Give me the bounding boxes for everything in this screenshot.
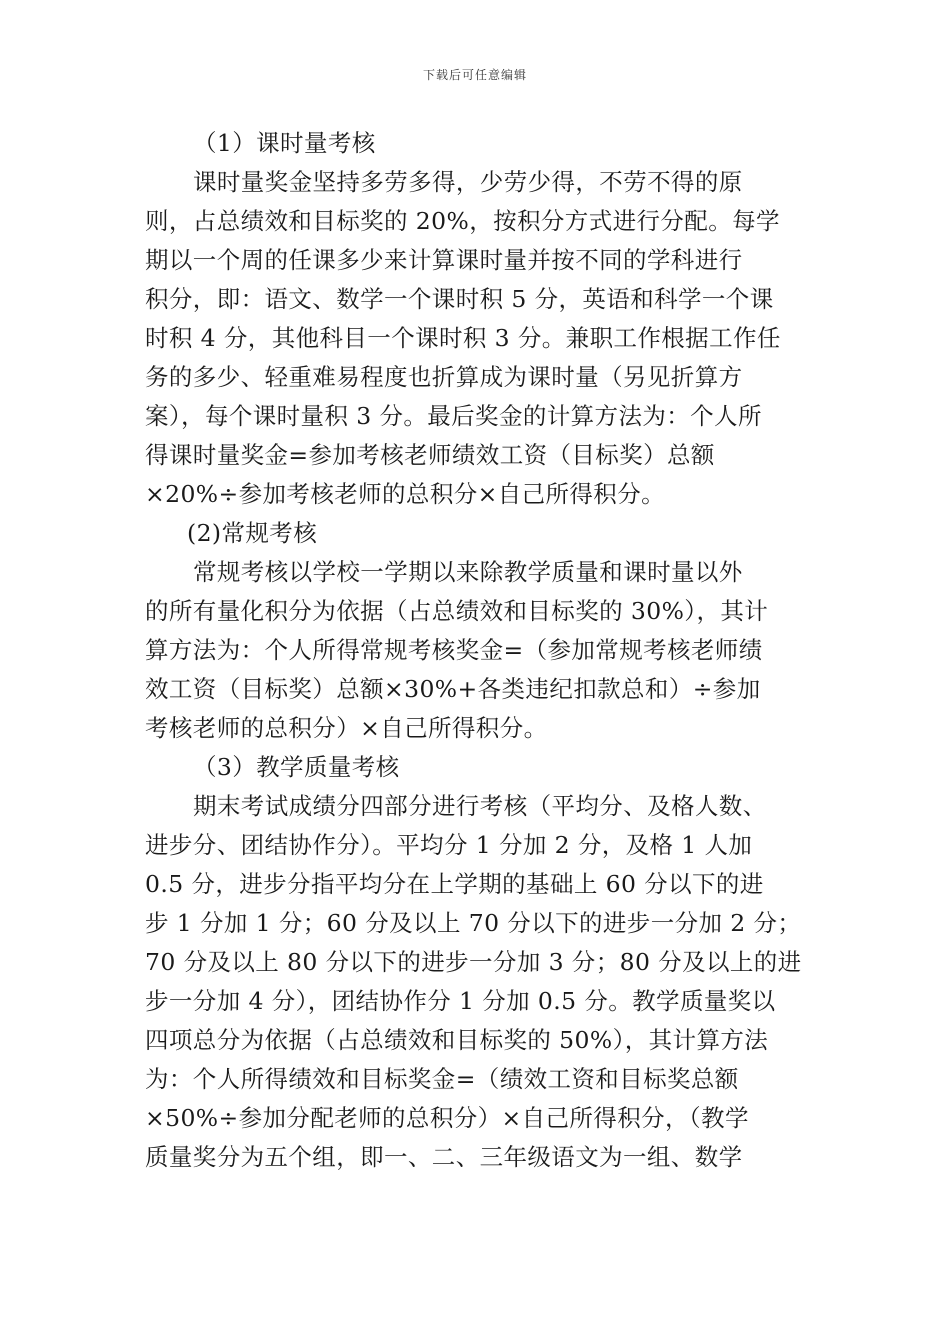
paragraph-line: 0.5 分，进步分指平均分在上学期的基础上 60 分以下的进	[145, 870, 764, 898]
paragraph-line: 期末考试成绩分四部分进行考核（平均分、及格人数、	[193, 792, 767, 820]
document-body	[145, 124, 815, 1177]
paragraph-line: 课时量奖金坚持多劳多得，少劳少得，不劳不得的原	[193, 168, 743, 196]
paragraph-line: 进步分、团结协作分）。平均分 1 分加 2 分，及格 1 人加	[145, 831, 753, 859]
section-heading-class-hours: （1）课时量考核	[193, 129, 376, 157]
paragraph-line: 步一分加 4 分），团结协作分 1 分加 0.5 分。教学质量奖以	[145, 987, 776, 1015]
paragraph-line: 的所有量化积分为依据（占总绩效和目标奖的 30%），其计	[145, 597, 769, 625]
paragraph-line: 时积 4 分，其他科目一个课时积 3 分。兼职工作根据工作任	[145, 324, 781, 352]
paragraph-line: 积分，即：语文、数学一个课时积 5 分，英语和科学一个课	[145, 285, 774, 313]
paragraph-line: 70 分及以上 80 分以下的进步一分加 3 分；80 分及以上的进	[145, 948, 802, 976]
paragraph-line: 案），每个课时量积 3 分。最后奖金的计算方法为：个人所	[145, 402, 762, 430]
paragraph-line: ×20%÷参加考核老师的总积分×自己所得积分。	[145, 480, 666, 508]
paragraph-line: 效工资（目标奖）总额×30%+各类违纪扣款总和）÷参加	[145, 675, 761, 703]
paragraph-line: ×50%÷参加分配老师的总积分）×自己所得积分，（教学	[145, 1104, 749, 1132]
paragraph-line: 务的多少、轻重难易程度也折算成为课时量（另见折算方	[145, 363, 743, 391]
paragraph-line: 期以一个周的任课多少来计算课时量并按不同的学科进行	[145, 246, 743, 274]
page-header-note: 下载后可任意编辑	[422, 68, 527, 82]
paragraph-line: 为：个人所得绩效和目标奖金=（绩效工资和目标奖总额	[145, 1065, 739, 1093]
paragraph-line: 考核老师的总积分）×自己所得积分。	[145, 714, 548, 742]
paragraph-line: 四项总分为依据（占总绩效和目标奖的 50%），其计算方法	[145, 1026, 769, 1054]
paragraph-line: 常规考核以学校一学期以来除教学质量和课时量以外	[193, 558, 743, 586]
paragraph-line: 步 1 分加 1 分；60 分及以上 70 分以下的进步一分加 2 分；	[145, 909, 802, 937]
section-heading-routine: (2)常规考核	[187, 519, 318, 547]
section-heading-teaching-quality: （3）教学质量考核	[193, 753, 400, 781]
paragraph-line: 质量奖分为五个组，即一、二、三年级语文为一组、数学	[145, 1143, 743, 1171]
paragraph-line: 则，占总绩效和目标奖的 20%，按积分方式进行分配。每学	[145, 207, 780, 235]
paragraph-line: 算方法为：个人所得常规考核奖金=（参加常规考核老师绩	[145, 636, 763, 664]
paragraph-line: 得课时量奖金=参加考核老师绩效工资（目标奖）总额	[145, 441, 715, 469]
